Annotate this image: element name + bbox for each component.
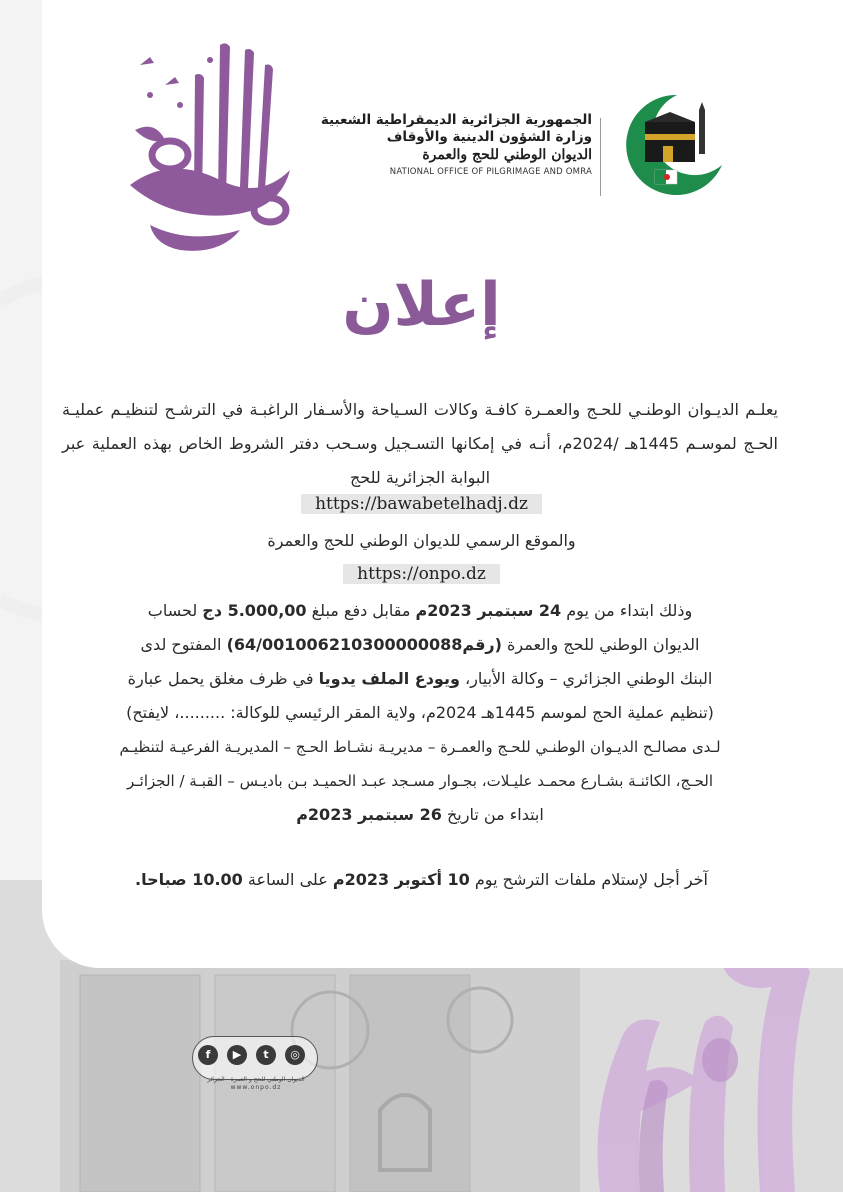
- office-name-en: NATIONAL OFFICE OF PILGRIMAGE AND OMRA: [389, 167, 592, 177]
- page-title: إعلان: [342, 270, 501, 340]
- onpo-link[interactable]: [0, 564, 843, 584]
- office-name-ar: الديوان الوطني للحج والعمرة: [422, 147, 592, 163]
- republic-name: الجمهورية الجزائرية الديمقراطية الشعبية: [320, 112, 592, 128]
- social-media-bar: [192, 1036, 318, 1080]
- social-website[interactable]: www.onpo.dz: [230, 1084, 282, 1091]
- payment-paragraph: [62, 594, 778, 832]
- youtube-icon[interactable]: ▶: [227, 1045, 247, 1065]
- para2-line-7: ابتداء من تاريخ 26 سبتمبر 2023م: [296, 805, 544, 824]
- instagram-icon[interactable]: ◎: [285, 1045, 305, 1065]
- para2-line-3: البنك الوطني الجزائري – وكالة الأبيار، ويودع الملف يدويا في ظرف مغلق يحمل عبارة: [127, 669, 713, 688]
- para2-line-4: (تنظيم عملية الحج لموسم 1445هـ 2024م، ولاية المقر الرئيسي للوكالة: .........، لايفتح): [126, 703, 714, 722]
- bawabet-link[interactable]: [0, 494, 843, 514]
- onpo-emblem: [615, 90, 725, 200]
- bawabet-url[interactable]: https://bawabetelhadj.dz: [301, 494, 542, 514]
- social-caption: [196, 1076, 316, 1092]
- social-caption-text: الديوان الوطني للحج و العمرة - الجزائر: [207, 1076, 305, 1083]
- ministry-name: وزارة الشؤون الدينية والأوقاف: [386, 129, 592, 145]
- deadline-line: آخر أجل لإستلام ملفات الترشح يوم 10 أكتوبر 2023م على الساعة 10.00 صباحا.: [135, 870, 708, 889]
- para2-line-2: الديوان الوطني للحج والعمرة (رقم64/001006210300000088) المفتوح لدى: [140, 635, 700, 654]
- facebook-icon[interactable]: f: [198, 1045, 218, 1065]
- para2-line-5: لـدى مصالـح الديـوان الوطنـي للحـج والعمـرة – مديريـة نشـاط الحـج – المديريـة الفرعيـة لتنظيـم: [119, 738, 721, 756]
- header-divider: [600, 118, 601, 196]
- onpo-url[interactable]: https://onpo.dz: [343, 564, 500, 584]
- official-site-line: والموقع الرسمي للديوان الوطني للحج والعمرة: [267, 531, 576, 550]
- twitter-icon[interactable]: t: [256, 1045, 276, 1065]
- announcement-paragraph: يعلـم الديـوان الوطنـي للحـج والعمـرة كافـة وكالات السـياحة والأسـفار الراغبـة في الترشـح لتنظيـم عمليـة الحـج لموسـم 1445هـ /2024م، أنـه في إمكانها التسـجيل وسـحب دفتر الشروط الخاص بهذه العملية عبر البوابة الجزائرية للحج: [62, 400, 778, 487]
- para2-line-6: الحـج، الكائنـة بشـارع محمـد عليـلات، بجـوار مسـجد عبـد الحميـد بـن باديـس – القبـة / الجزائـر: [126, 772, 713, 790]
- header-text: [300, 112, 592, 177]
- calligraphy-logo: [110, 35, 310, 260]
- para2-line-1: وذلك ابتداء من يوم 24 سبتمبر 2023م مقابل دفع مبلغ 5.000,00 دج لحساب: [147, 601, 693, 620]
